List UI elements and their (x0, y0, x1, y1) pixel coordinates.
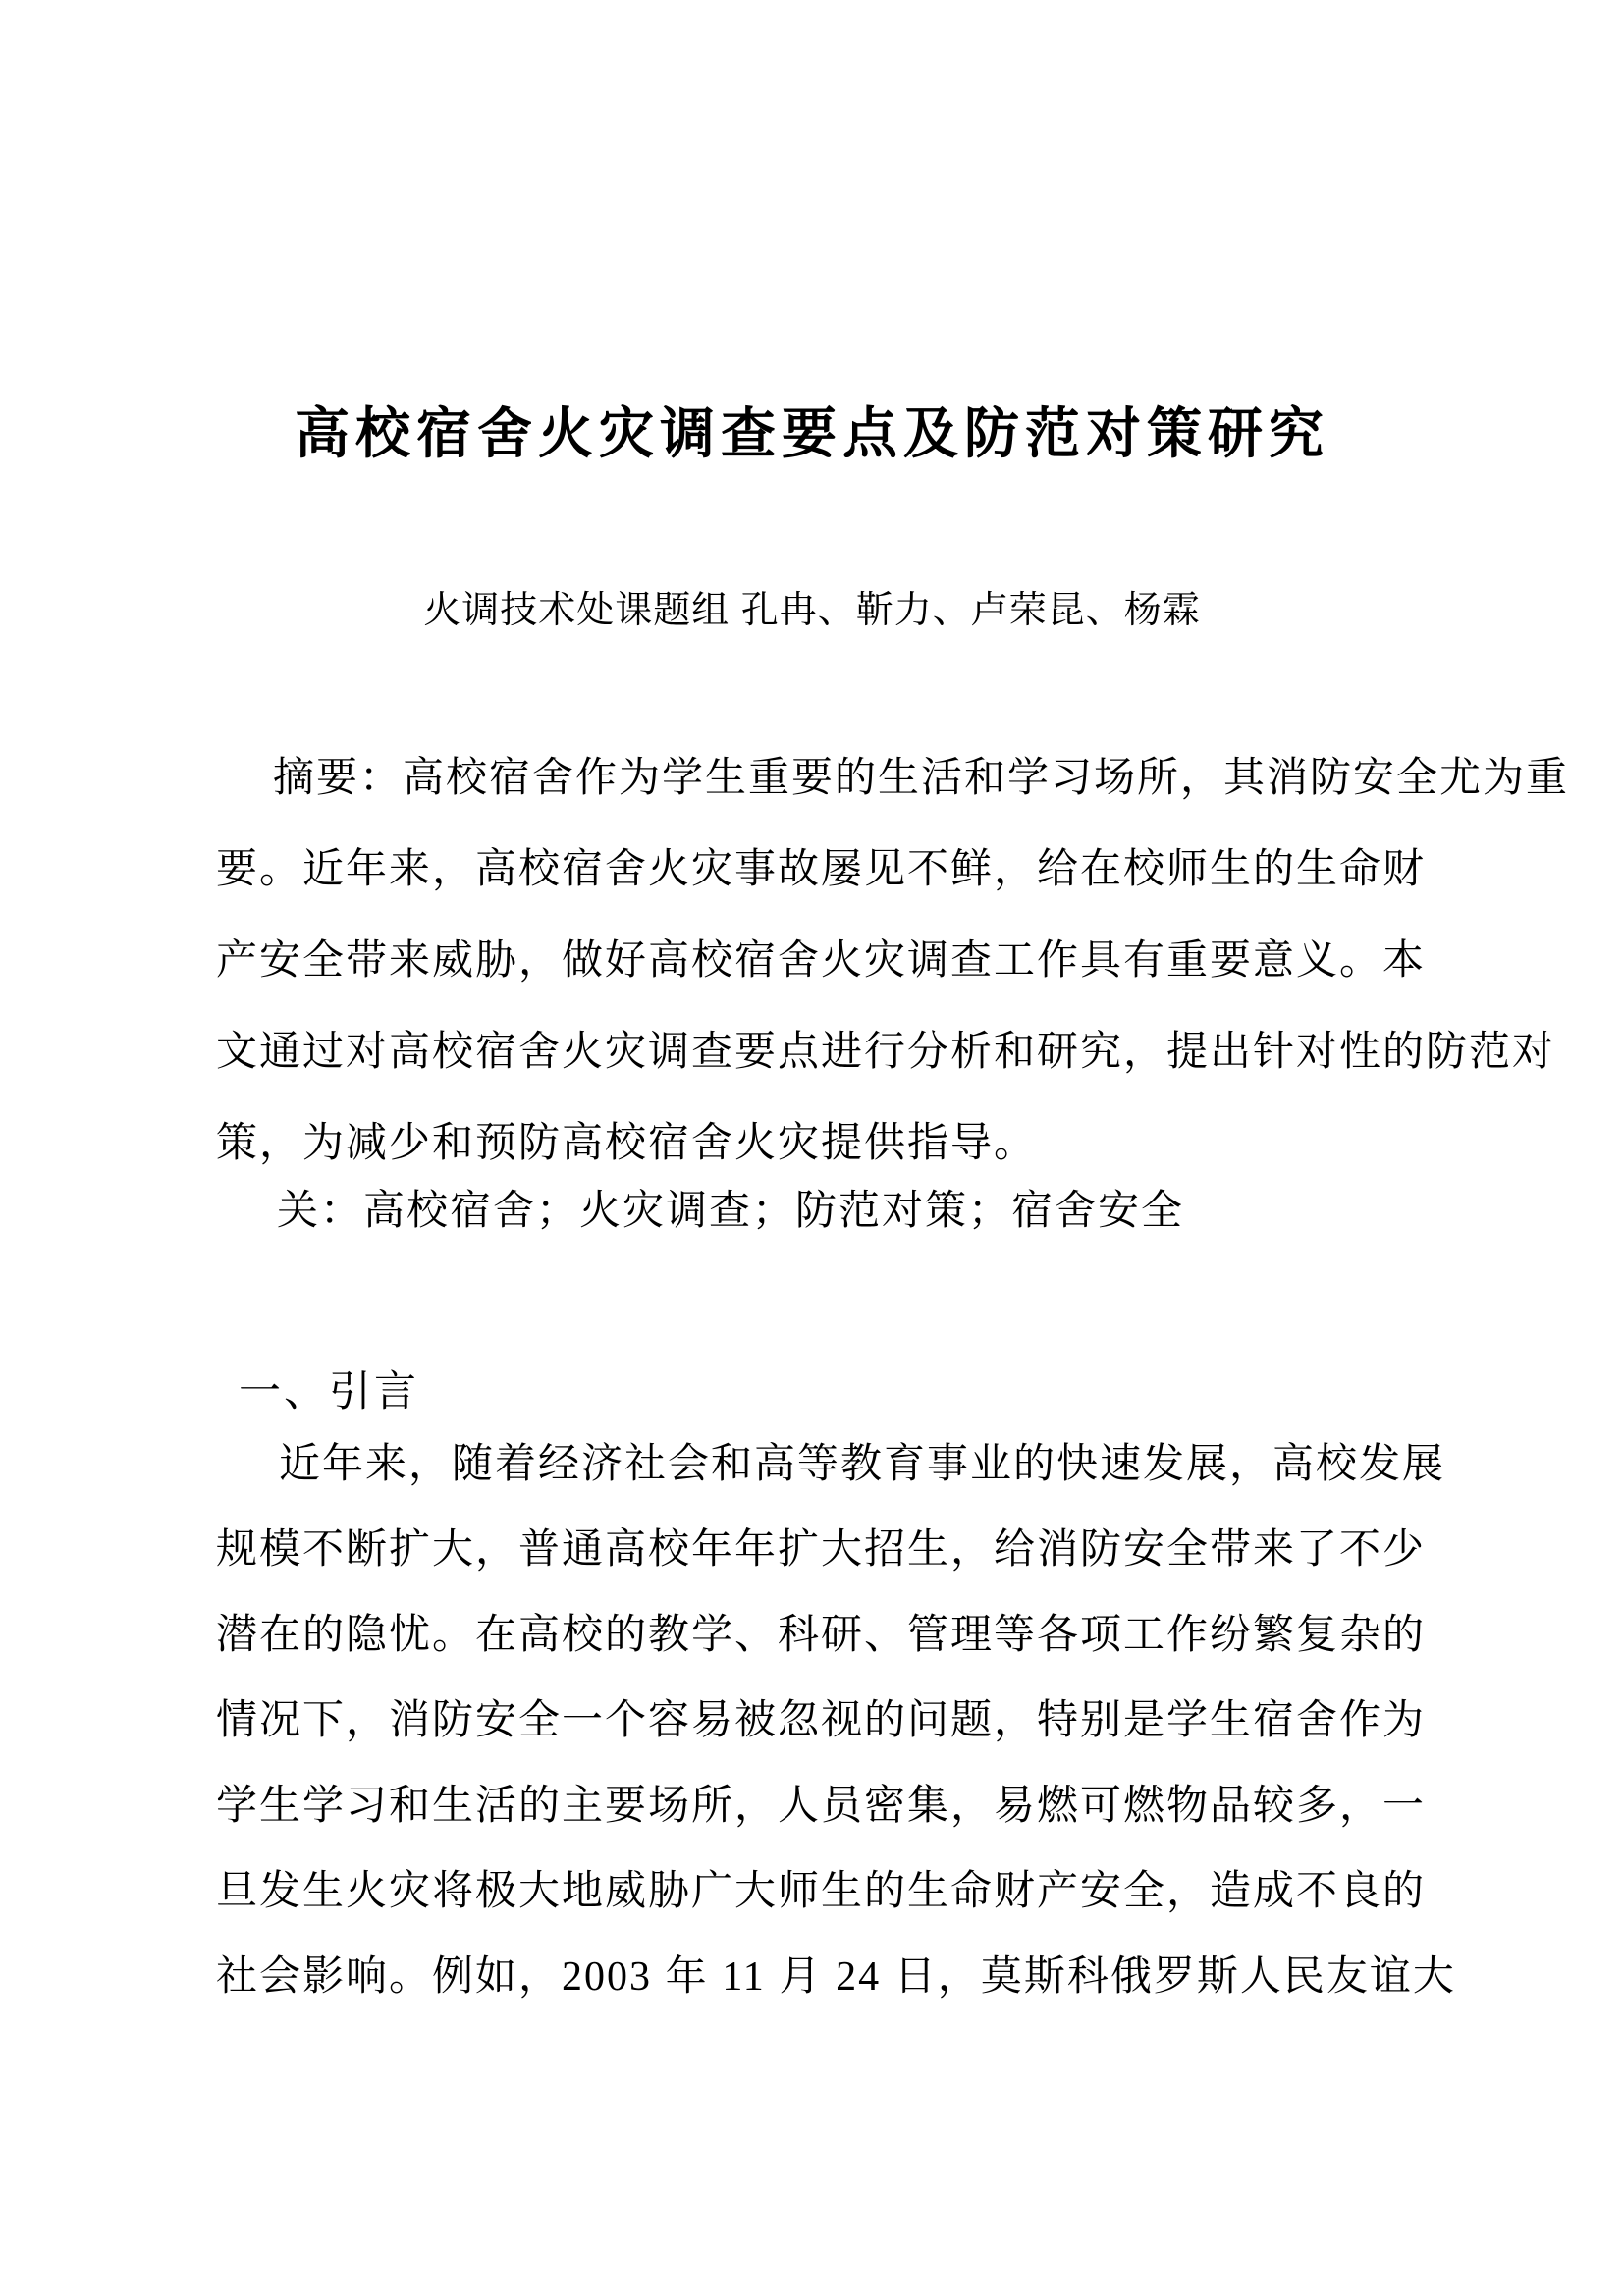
abstract-line: 摘要：高校宿舍作为学生重要的生活和学习场所，其消防安全尤为重 (273, 754, 1570, 800)
abstract-line: 文通过对高校宿舍火灾调查要点进行分析和研究，提出针对性的防范对 (216, 1028, 1556, 1074)
abstract-line: 产安全带来威胁，做好高校宿舍火灾调查工作具有重要意义。本 (216, 936, 1427, 983)
abstract-line: 要。近年来，高校宿舍火灾事故屡见不鲜，给在校师生的生命财 (216, 845, 1427, 891)
authors-line: 火调技术处课题组 孔冉、靳力、卢荣昆、杨霖 (423, 590, 1201, 631)
intro-line: 社会影响。例如，2003 年 11 月 24 日，莫斯科俄罗斯人民友谊大 (216, 1952, 1456, 2000)
document-title: 高校宿舍火灾调查要点及防范对策研究 (295, 402, 1329, 464)
keywords-line: 关：高校宿舍；火灾调查；防范对策；宿舍安全 (277, 1187, 1185, 1233)
intro-line: 规模不断扩大，普通高校年年扩大招生，给消防安全带来了不少 (216, 1525, 1427, 1572)
intro-paragraph (216, 1420, 1591, 2020)
intro-line: 学生学习和生活的主要场所，人员密集，易燃可燃物品较多，一 (216, 1782, 1427, 1828)
intro-line: 旦发生火灾将极大地威胁广大师生的生命财产安全，造成不良的 (216, 1867, 1427, 1913)
abstract-line: 策，为减少和预防高校宿舍火灾提供指导。 (216, 1119, 1038, 1165)
abstract-paragraph (216, 731, 1591, 1188)
section-heading: 一、引言 (239, 1368, 419, 1415)
intro-line: 近年来，随着经济社会和高等教育事业的快速发展，高校发展 (279, 1440, 1446, 1486)
intro-line: 潜在的隐忧。在高校的教学、科研、管理等各项工作纷繁复杂的 (216, 1611, 1427, 1657)
intro-line: 情况下，消防安全一个容易被忽视的问题，特别是学生宿舍作为 (216, 1696, 1427, 1742)
